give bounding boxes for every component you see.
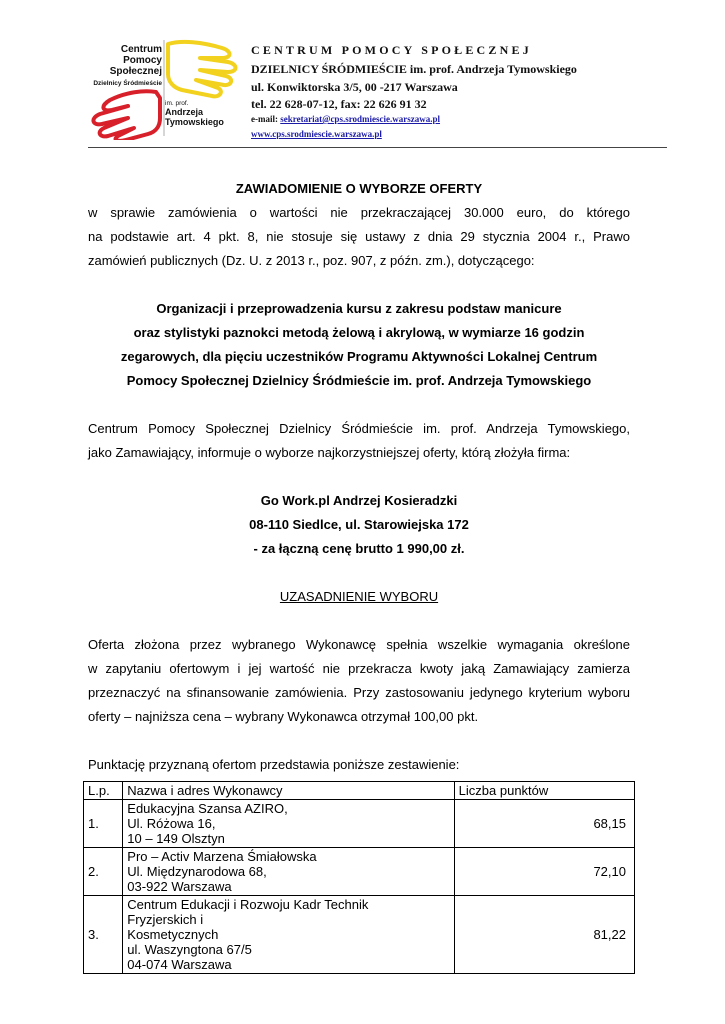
intro-line: w sprawie zamówienia o wartości nie przekraczającej 30.000 euro, do którego — [88, 205, 630, 220]
row-name-line: 04-074 Warszawa — [127, 957, 232, 972]
notice-title: ZAWIADOMIENIE O WYBORZE OFERTY — [235, 181, 483, 196]
info-line: jako Zamawiający, informuje o wyborze najkorzystniejszej oferty, którą złożyła firma: — [88, 445, 571, 460]
justification-line: Oferta złożona przez wybranego Wykonawcę spełnia wszelkie wymagania określone — [88, 637, 630, 652]
logo-text-line2: Pomocy — [123, 55, 162, 66]
logo-text-line3: Społecznej — [109, 66, 162, 77]
row-name-line: 10 – 149 Olsztyn — [127, 831, 225, 846]
row-name — [123, 848, 454, 896]
header-lp: L.p. — [84, 782, 123, 800]
row-name-line: 03-922 Warszawa — [127, 879, 232, 894]
header-divider — [88, 147, 667, 148]
website-link[interactable]: www.cps.srodmiescie.warszawa.pl — [251, 129, 382, 139]
logo-text-line4: Dzielnicy Śródmieście — [93, 80, 162, 87]
row-points: 81,22 — [454, 896, 634, 974]
row-name-line: Centrum Edukacji i Rozwoju Kadr Technik — [127, 897, 369, 912]
row-name-line: Ul. Międzynarodowa 68, — [127, 864, 267, 879]
logo-text-line5: im. prof. — [165, 100, 189, 107]
letterhead-address: ul. Konwiktorska 3/5, 00 -217 Warszawa — [251, 80, 458, 94]
subject-line: oraz stylistyki paznokci metodą żelową i akrylową, w wymiarze 16 godzin — [133, 325, 585, 340]
justification-line: oferty – najniższa cena – wybrany Wykonawca otrzymał 100,00 pkt. — [88, 709, 479, 724]
row-name-line: Pro – Activ Marzena Śmiałowska — [127, 849, 317, 864]
table-row — [84, 800, 635, 848]
subject-line: Organizacji i przeprowadzenia kursu z zakresu podstaw manicure — [156, 301, 562, 316]
subject-line: zegarowych, dla pięciu uczestników Programu Aktywności Lokalnej Centrum — [120, 349, 598, 364]
table-intro: Punktację przyznaną ofertom przedstawia poniższe zestawienie: — [88, 757, 460, 772]
header-name: Nazwa i adres Wykonawcy — [123, 782, 454, 800]
row-name-line: Kosmetycznych — [127, 927, 219, 942]
email-label: e-mail: — [251, 114, 281, 124]
letterhead-district: DZIELNICY ŚRÓDMIEŚCIE im. prof. Andrzeja Tymowskiego — [251, 62, 577, 76]
row-name-line: Ul. Różowa 16, — [127, 816, 216, 831]
intro-line: na podstawie art. 4 pkt. 8, nie stosuje się ustawy z dnia 29 stycznia 2004 r., Prawo — [88, 229, 630, 244]
email-link[interactable]: sekretariat@cps.srodmiescie.warszawa.pl — [280, 114, 441, 124]
justification-line: w zapytaniu ofertowym i jej wartość nie przekracza kwoty jaką Zamawiający zamierza — [88, 661, 630, 676]
winner-price: - za łączną cenę brutto 1 990,00 zł. — [253, 541, 465, 556]
letterhead-org-name: CENTRUM POMOCY SPOŁECZNEJ — [251, 43, 532, 57]
subject-line: Pomocy Społecznej Dzielnicy Śródmieście im. prof. Andrzeja Tymowskiego — [126, 373, 592, 388]
row-name — [123, 896, 454, 974]
winner-name: Go Work.pl Andrzej Kosieradzki — [260, 493, 458, 508]
row-lp: 3. — [84, 896, 123, 974]
row-name-line: Edukacyjna Szansa AZIRO, — [127, 801, 288, 816]
logo-text-line7: Tymowskiego — [165, 117, 224, 127]
row-lp: 1. — [84, 800, 123, 848]
header-points: Liczba punktów — [454, 782, 634, 800]
justification-line: przeznaczyć na sfinansowanie zamówienia. Przy zastosowaniu jedynego kryterium wyboru — [88, 685, 630, 700]
logo-text-line1: Centrum — [120, 44, 162, 55]
logo-text-line6: Andrzeja — [165, 107, 204, 117]
row-name — [123, 800, 454, 848]
row-points: 72,10 — [454, 848, 634, 896]
justification-title: UZASADNIENIE WYBORU — [279, 589, 439, 604]
letterhead-email-line — [251, 114, 440, 124]
row-lp: 2. — [84, 848, 123, 896]
row-name-line: Fryzjerskich i — [127, 912, 204, 927]
scores-table — [83, 781, 635, 974]
intro-line: zamówień publicznych (Dz. U. z 2013 r., poz. 907, z późn. zm.), dotyczącego: — [88, 253, 535, 268]
row-name-line: ul. Waszyngtona 67/5 — [127, 942, 252, 957]
table-row — [84, 848, 635, 896]
letterhead-www-line — [251, 129, 382, 139]
table-row — [84, 896, 635, 974]
info-line: Centrum Pomocy Społecznej Dzielnicy Śródmieście im. prof. Andrzeja Tymowskiego, — [88, 421, 630, 436]
table-header-row — [84, 782, 635, 800]
letterhead-phone: tel. 22 628-07-12, fax: 22 626 91 32 — [251, 97, 427, 111]
row-points: 68,15 — [454, 800, 634, 848]
winner-address: 08-110 Siedlce, ul. Starowiejska 172 — [249, 517, 469, 532]
